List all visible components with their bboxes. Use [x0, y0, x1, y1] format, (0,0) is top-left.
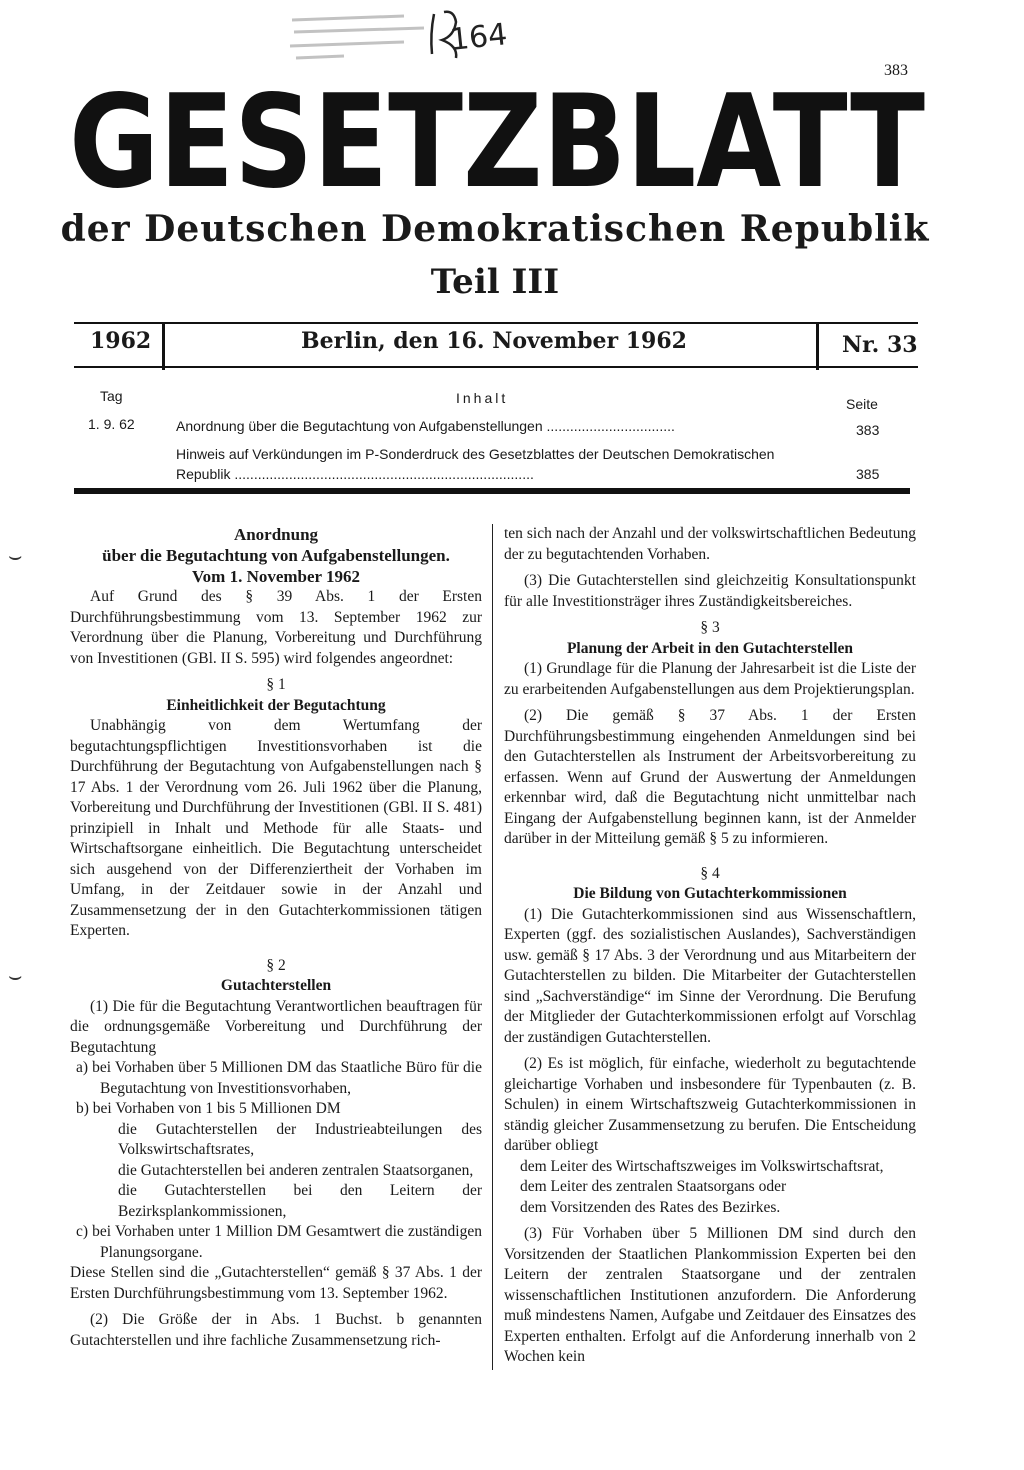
- column-left: [70, 524, 482, 1351]
- section-number: § 3: [700, 619, 720, 636]
- issue-bar: [74, 322, 918, 376]
- ordinance-date: Vom 1. November 1962: [191, 567, 361, 586]
- masthead-subtitle: der Deutschen Demokratischen Republik: [60, 208, 930, 250]
- column-right: [504, 524, 916, 1368]
- column-divider: [492, 524, 493, 1370]
- list-subitem: die Gutachterstellen der Industrieabteilungen des Volkswirtschaftsrates,: [118, 1120, 482, 1158]
- toc-entry-text: Hinweis auf Verkündungen im P-Sonderdruck des Gesetzblattes der Deutschen Demokratischen Republik .............................................................................: [176, 446, 775, 482]
- issue-bar-divider: [816, 322, 819, 370]
- section-paragraph: (1) Grundlage für die Planung der Jahresarbeit ist die Liste der zu erarbeitenden Aufgabenstellungen aus dem Projektierungsplan.: [504, 660, 916, 698]
- issue-bar-divider: [162, 322, 165, 370]
- margin-mark-icon: ⌣: [8, 544, 23, 569]
- section-paragraph: Diese Stellen sind die „Gutachterstellen“ gemäß § 37 Abs. 1 der Ersten Durchführungsbestimmung vom 13. September 1962.: [70, 1264, 482, 1302]
- list-item: dem Vorsitzenden des Rates des Bezirkes.: [520, 1198, 781, 1216]
- masthead-title-text: GESETZBLATT: [69, 78, 925, 198]
- issue-date: Berlin, den 16. November 1962: [301, 328, 687, 354]
- section-divider: [74, 488, 910, 494]
- issue-bar-bottom-rule: [74, 366, 918, 368]
- section-title: Planung der Arbeit in den Gutachterstellen: [566, 639, 854, 657]
- section-paragraph: (3) Für Vorhaben über 5 Millionen DM sind durch den Vorsitzenden der Staatlichen Plankommission Experten bei den Leitern der zentralen Staatsorgane und der zentralen wissenschaftlichen Institutionen anzufordern. Die Anforderung muß mindestens Namen, Aufgabe und Zeitdauer des Einsatzes des Experten enthalten. Erfolgt auf die Anforderung innerhalb von 2 Wochen kein: [504, 1225, 916, 1365]
- toc-header-day: Tag: [100, 388, 123, 404]
- toc-entry-date: 1. 9. 62: [88, 416, 135, 432]
- section-number: § 4: [700, 864, 720, 882]
- margin-mark-icon: ⌣: [8, 964, 23, 989]
- toc-entry-page: 383: [856, 422, 880, 438]
- section-text: Unabhängig von dem Wertumfang der begutachtungspflichtigen Investitionsvorhaben ist die Durchführung der Begutachtung von Aufgabenstellungen nach § 17 Abs. 1 der Verordnung vom 26. Juli 1962 über die Planung, Vorbereitung und Durchführung der Investitionen (GBl. II S. 481) prinzipiell in Inhalt und Methode für alle Staats- und Wirtschaftsorgane einheitlich. Die Begutachtung unterscheidet sich ausgehend von der Differenziertheit der Vorhaben im Umfang, in der Zeitdauer sowie in der Anzahl und Zusammensetzung der in den Gutachterkommissionen tätigen Experten.: [70, 717, 482, 939]
- ordinance-subject: über die Begutachtung von Aufgabenstellungen.: [102, 546, 450, 565]
- issue-number: Nr. 33: [842, 332, 918, 358]
- list-item: c) bei Vorhaben unter 1 Million DM Gesamtwert die zuständigen Planungsorgane.: [76, 1223, 482, 1261]
- list-subitem: die Gutachterstellen bei anderen zentralen Staatsorganen,: [118, 1161, 474, 1179]
- list-item: dem Leiter des zentralen Staatsorgans oder: [520, 1178, 787, 1195]
- toc-header-title: Inhalt: [456, 390, 509, 406]
- section-paragraph: (3) Die Gutachterstellen sind gleichzeitig Konsultationspunkt für alle Investitionsträger ihres Zuständigkeitsbereiches.: [504, 572, 916, 610]
- list-subitem: die Gutachterstellen bei den Leitern der Bezirksplankommissionen,: [118, 1182, 482, 1220]
- list-item: b) bei Vorhaben von 1 bis 5 Millionen DM: [76, 1100, 341, 1117]
- page-number: 383: [884, 62, 908, 79]
- issue-year: 1962: [90, 328, 152, 354]
- section-number: § 1: [266, 676, 286, 693]
- toc-entry-text: Anordnung über die Begutachtung von Aufgabenstellungen .................................: [176, 418, 675, 434]
- issue-bar-top-rule: [74, 322, 918, 324]
- ordinance-intro: Auf Grund des § 39 Abs. 1 der Ersten Durchführungsbestimmung vom 13. September 1962 zur Verordnung über die Planung, Vorbereitung und Durchführung von Investitionen (GBl. II S. 595) wird folgendes angeordnet:: [70, 588, 482, 667]
- continued-text: ten sich nach der Anzahl und der volkswirtschaftlichen Bedeutung der zu begutachtenden Vorhaben.: [504, 525, 916, 563]
- section-title: Die Bildung von Gutachterkommissionen: [573, 885, 847, 902]
- section-paragraph: (2) Die gemäß § 37 Abs. 1 der Ersten Durchführungsbestimmung eingehenden Anmeldungen sind bei den Gutachterstellen als Instrument der Arbeitsvorbereitung zu erfassen. Wenn auf Grund der Auswertung der Anmeldungen erkennbar wird, daß die Begutachtung nicht unmittelbar nach Eingang der Aufgabenstellung beginnen kann, ist der Anmelder darüber in der Mitteilung gemäß § 5 zu informieren.: [504, 707, 916, 847]
- section-number: § 2: [266, 956, 286, 974]
- list-item: dem Leiter des Wirtschaftszweiges im Volkswirtschaftsrat,: [520, 1157, 884, 1175]
- masthead-title: [66, 78, 928, 198]
- ordinance-title: Anordnung: [233, 525, 319, 544]
- archive-stamp: [284, 6, 509, 66]
- handwritten-number: 164: [448, 17, 509, 58]
- masthead-part: Teil III: [430, 262, 560, 302]
- section-paragraph: (1) Die Gutachterkommissionen sind aus Wissenschaftlern, Experten (ggf. des sozialistischen Auslandes), Sachverständigen usw. gemäß § 17 Abs. 3 der Verordnung und aus Mitarbeitern der Gutachterstellen zu bilden. Die Mitarbeiter der Gutachterstellen sind „Sachverständige“ im Sinne der Verordnung. Die Berufung der Mitglieder der Gutachterkommissionen erfolgt auf Vorschlag der zuständigen Gutachterstellen.: [504, 905, 916, 1046]
- section-title: Einheitlichkeit der Begutachtung: [166, 696, 386, 714]
- section-paragraph: (1) Die für die Begutachtung Verantwortlichen beauftragen für die ordnungsgemäße Vorbereitung und Durchführung der Begutachtung: [70, 997, 482, 1056]
- list-item: a) bei Vorhaben über 5 Millionen DM das Staatliche Büro für die Begutachtung von Investitionsvorhaben,: [76, 1059, 482, 1097]
- section-paragraph: (2) Die Größe der in Abs. 1 Buchst. b genannten Gutachterstellen und ihre fachliche Zusammensetzung rich-: [70, 1311, 482, 1349]
- section-paragraph: (2) Es ist möglich, für einfache, wiederholt zu begutachtende gleichartige Vorhaben und insbesondere für Typenbauten (z. B. Schulen) in einem Wirtschaftszweig Gutachterkommissionen in ständig gleicher Zusammensetzung zu berufen. Die Entscheidung darüber obliegt: [504, 1055, 916, 1154]
- toc-entry-page: 385: [856, 466, 880, 482]
- toc-header-page: Seite: [846, 396, 878, 412]
- section-title: Gutachterstellen: [220, 977, 332, 994]
